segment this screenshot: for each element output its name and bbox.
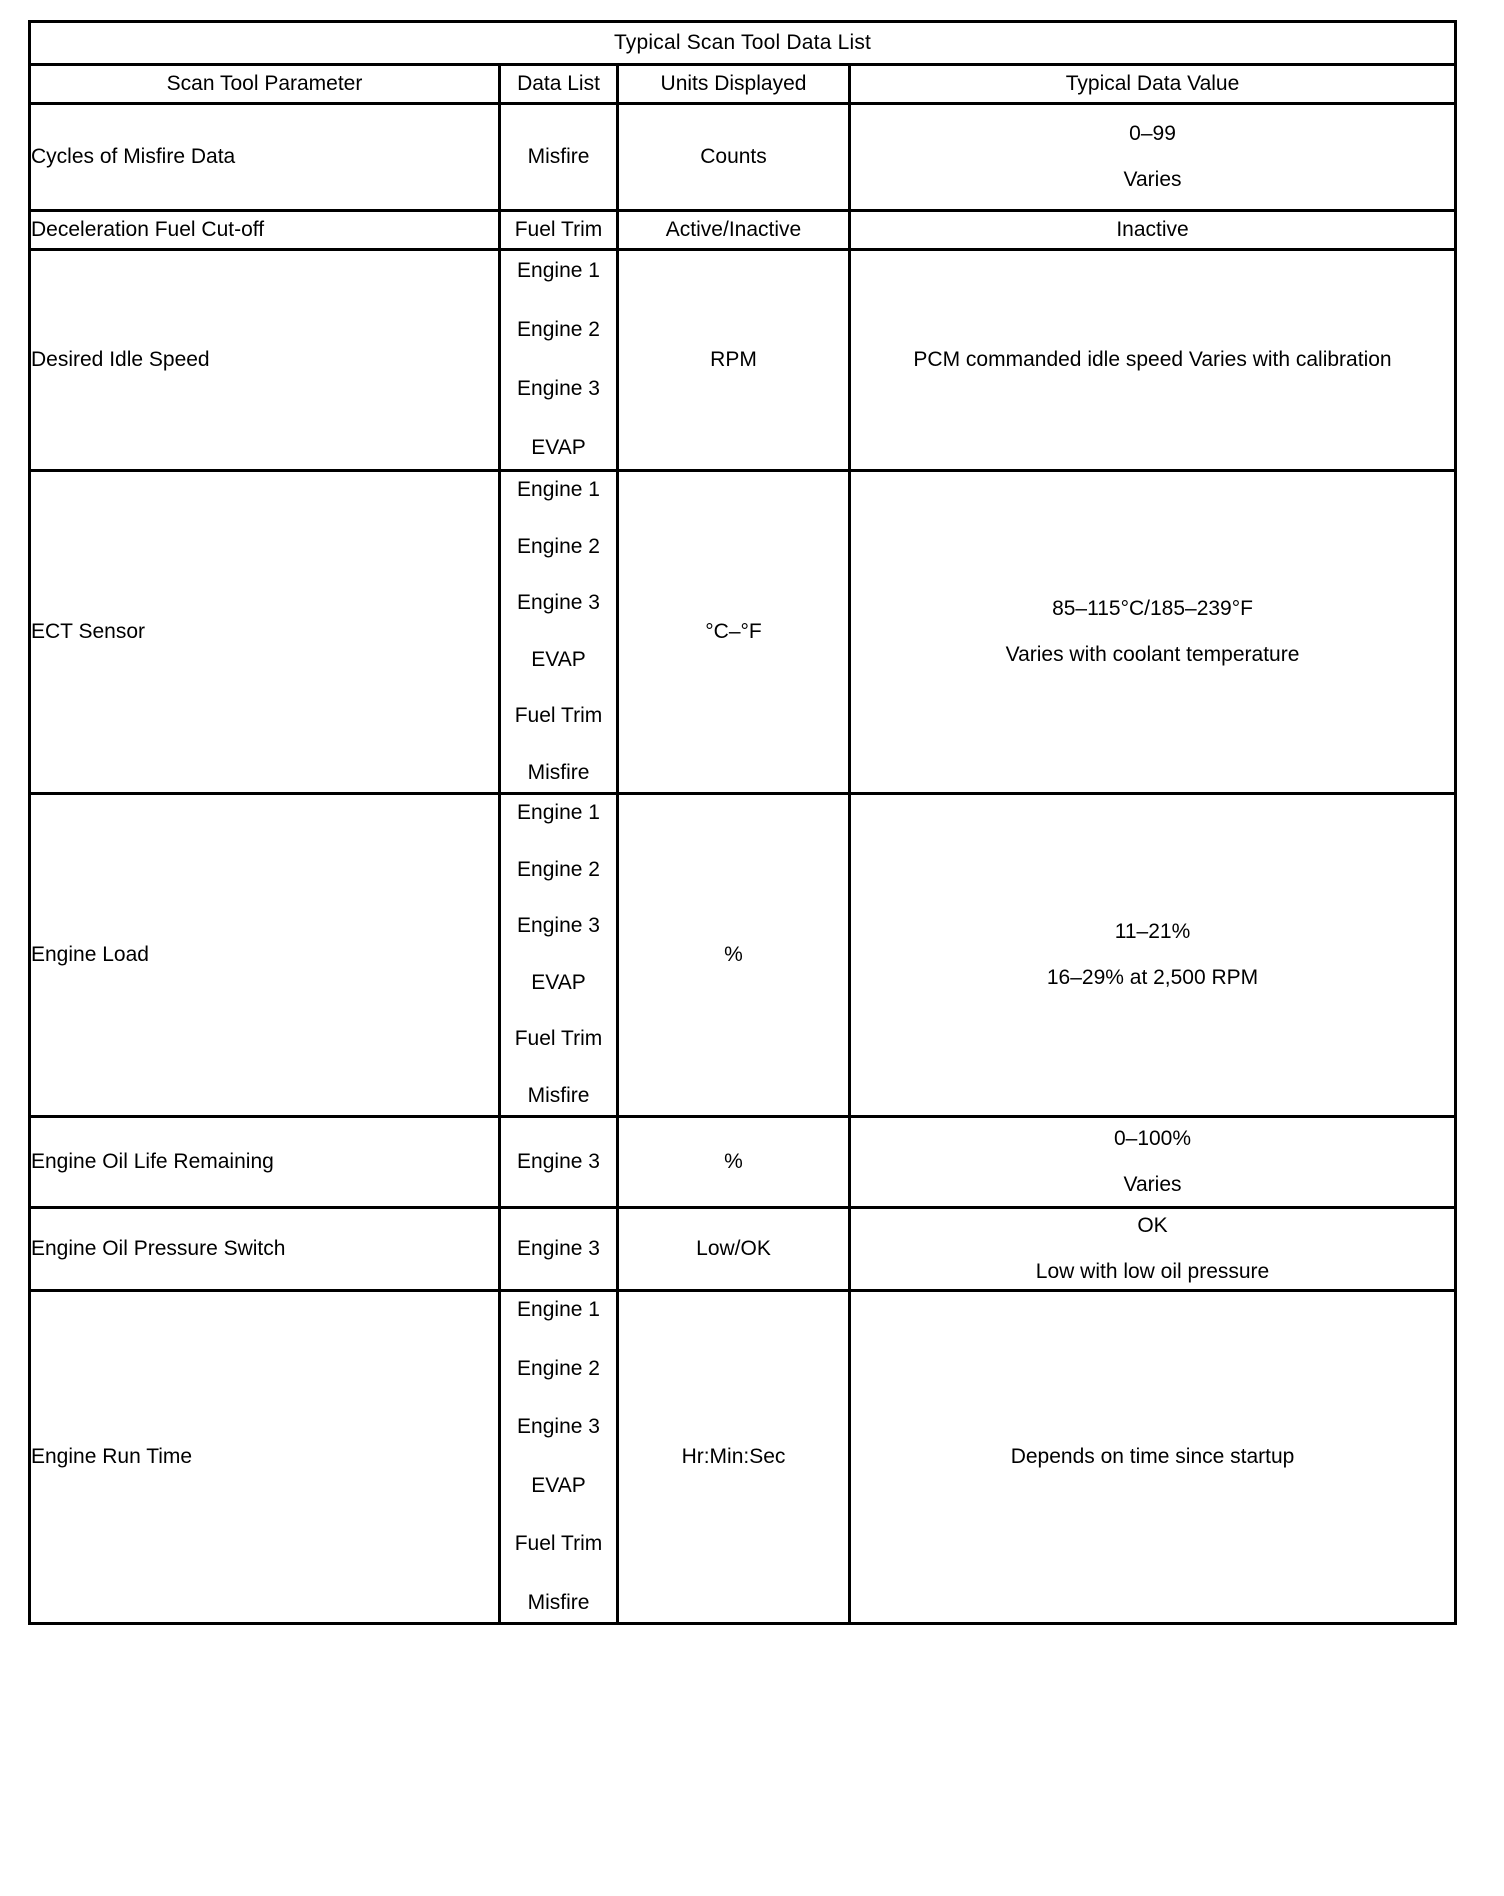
cell-units: °C–°F [618,471,850,794]
data-list-entry: Misfire [527,1590,590,1614]
cell-parameter: Deceleration Fuel Cut-off [30,211,500,250]
data-list-entry: Fuel Trim [514,1027,603,1051]
cell-data-list [500,104,618,211]
column-header-parameter: Scan Tool Parameter [30,65,500,104]
cell-data-list [500,211,618,250]
data-list-entry: Engine 3 [517,914,600,938]
data-list-entry: Engine 3 [517,1150,600,1173]
table-row [30,794,1456,1117]
value-line: Varies [1123,1173,1182,1196]
data-list-entry: Engine 1 [517,478,600,501]
cell-data-list [500,1117,618,1208]
cell-data-list [500,471,618,794]
cell-units: Counts [618,104,850,211]
cell-value [850,104,1456,211]
data-list-entry: EVAP [531,970,586,994]
value-line: Low with low oil pressure [1035,1260,1270,1283]
data-list-entry: EVAP [531,1473,586,1497]
data-list-entry: Engine 1 [517,801,600,824]
data-list-entry: Engine 1 [517,259,600,282]
cell-value [850,1117,1456,1208]
cell-value: Inactive [850,211,1456,250]
value-line: OK [1137,1213,1168,1237]
data-list-entry: Misfire [527,1083,590,1107]
scan-tool-data-table [28,20,1457,1625]
value-line: Varies [1123,168,1182,191]
table-title: Typical Scan Tool Data List [30,22,1456,65]
cell-units: % [618,794,850,1117]
value-line: 0–100% [1113,1126,1192,1150]
cell-parameter: Desired Idle Speed [30,250,500,471]
column-header-data-list: Data List [500,65,618,104]
cell-value: Depends on time since startup [850,1291,1456,1624]
data-list-entry: Misfire [527,760,590,784]
data-list-entry: Engine 3 [517,376,600,400]
column-header-value: Typical Data Value [850,65,1456,104]
data-list-entry: Fuel Trim [514,218,603,241]
cell-parameter: Engine Oil Life Remaining [30,1117,500,1208]
cell-value: PCM commanded idle speed Varies with calibration [850,250,1456,471]
data-list-entry: Engine 1 [517,1298,600,1321]
data-list-entry: Fuel Trim [514,704,603,728]
value-line: 85–115°C/185–239°F [1052,596,1253,620]
data-list-entry: Engine 2 [517,857,600,881]
cell-parameter: Engine Oil Pressure Switch [30,1208,500,1291]
value-spacer [851,1238,1454,1260]
table-row [30,1291,1456,1624]
cell-value [850,1208,1456,1291]
cell-data-list [500,1291,618,1624]
table-row [30,471,1456,794]
data-list-entry: Engine 3 [517,591,600,615]
data-list-entry: Engine 2 [517,317,600,341]
table-row [30,211,1456,250]
cell-data-list [500,250,618,471]
data-list-entry: Engine 3 [517,1237,600,1260]
table-row [30,104,1456,211]
cell-data-list [500,1208,618,1291]
cell-units: RPM [618,250,850,471]
table-row [30,1208,1456,1291]
table-header-row [30,65,1456,104]
data-list-entry: Engine 2 [517,534,600,558]
cell-units: % [618,1117,850,1208]
value-line: Varies with coolant temperature [1005,643,1300,666]
value-line: 16–29% at 2,500 RPM [1046,966,1259,989]
table-row [30,250,1456,471]
data-list-entry: Engine 3 [517,1415,600,1439]
column-header-units: Units Displayed [618,65,850,104]
data-list-entry: EVAP [531,647,586,671]
data-list-entry: Misfire [527,145,590,168]
value-line: 11–21% [1114,919,1191,943]
table-title-row [30,22,1456,65]
data-list-entry: EVAP [531,435,586,459]
cell-parameter: Cycles of Misfire Data [30,104,500,211]
value-spacer [851,146,1454,168]
value-line: 0–99 [1129,121,1176,145]
cell-units: Low/OK [618,1208,850,1291]
cell-data-list [500,794,618,1117]
value-spacer [851,621,1454,643]
cell-parameter: Engine Run Time [30,1291,500,1624]
cell-parameter: ECT Sensor [30,471,500,794]
cell-units: Active/Inactive [618,211,850,250]
cell-parameter: Engine Load [30,794,500,1117]
data-list-entry: Engine 2 [517,1356,600,1380]
value-spacer [851,1151,1454,1173]
cell-value [850,471,1456,794]
cell-units: Hr:Min:Sec [618,1291,850,1624]
value-spacer [851,944,1454,966]
data-list-entry: Fuel Trim [514,1532,603,1556]
table-row [30,1117,1456,1208]
cell-value [850,794,1456,1117]
